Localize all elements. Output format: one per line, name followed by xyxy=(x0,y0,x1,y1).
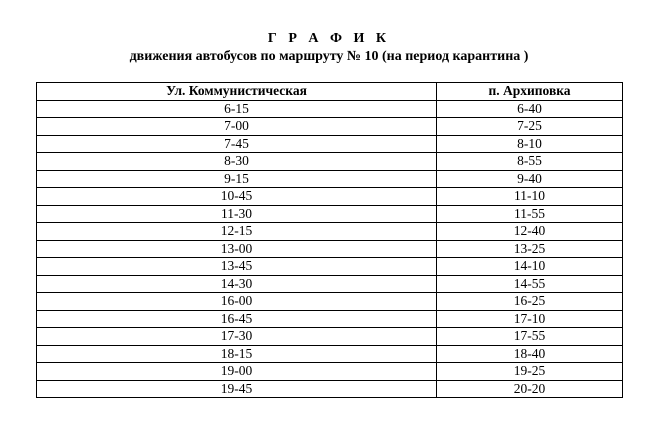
departure-arkhipovka: 16-25 xyxy=(437,293,623,311)
table-row xyxy=(37,205,623,223)
departure-kommunisticheskaya: 14-30 xyxy=(37,275,437,293)
departure-kommunisticheskaya: 13-45 xyxy=(37,258,437,276)
departure-kommunisticheskaya: 13-00 xyxy=(37,240,437,258)
table-row xyxy=(37,275,623,293)
departure-arkhipovka: 20-20 xyxy=(437,380,623,398)
departure-arkhipovka: 9-40 xyxy=(437,170,623,188)
table-row xyxy=(37,100,623,118)
departure-arkhipovka: 19-25 xyxy=(437,363,623,381)
departure-kommunisticheskaya: 16-45 xyxy=(37,310,437,328)
departure-arkhipovka: 7-25 xyxy=(437,118,623,136)
departure-arkhipovka: 8-55 xyxy=(437,153,623,171)
departure-arkhipovka: 8-10 xyxy=(437,135,623,153)
departure-kommunisticheskaya: 6-15 xyxy=(37,100,437,118)
departure-arkhipovka: 17-55 xyxy=(437,328,623,346)
column-header-arkhipovka: п. Архиповка xyxy=(437,83,623,101)
departure-arkhipovka: 11-10 xyxy=(437,188,623,206)
departure-arkhipovka: 14-55 xyxy=(437,275,623,293)
table-row xyxy=(37,240,623,258)
departure-arkhipovka: 18-40 xyxy=(437,345,623,363)
table-row xyxy=(37,328,623,346)
table-header-row xyxy=(37,83,623,101)
departure-arkhipovka: 13-25 xyxy=(437,240,623,258)
table-row xyxy=(37,363,623,381)
departure-arkhipovka: 12-40 xyxy=(437,223,623,241)
departure-kommunisticheskaya: 19-45 xyxy=(37,380,437,398)
table-row xyxy=(37,310,623,328)
table-row xyxy=(37,293,623,311)
table-row xyxy=(37,223,623,241)
table-row xyxy=(37,345,623,363)
departure-kommunisticheskaya: 17-30 xyxy=(37,328,437,346)
column-header-kommunisticheskaya: Ул. Коммунистическая xyxy=(37,83,437,101)
departure-kommunisticheskaya: 11-30 xyxy=(37,205,437,223)
schedule-table xyxy=(36,82,623,398)
departure-arkhipovka: 6-40 xyxy=(437,100,623,118)
departure-kommunisticheskaya: 10-45 xyxy=(37,188,437,206)
departure-kommunisticheskaya: 16-00 xyxy=(37,293,437,311)
table-row xyxy=(37,380,623,398)
table-row xyxy=(37,258,623,276)
departure-kommunisticheskaya: 8-30 xyxy=(37,153,437,171)
departure-kommunisticheskaya: 7-45 xyxy=(37,135,437,153)
departure-kommunisticheskaya: 19-00 xyxy=(37,363,437,381)
table-row xyxy=(37,188,623,206)
table-row xyxy=(37,118,623,136)
departure-arkhipovka: 11-55 xyxy=(437,205,623,223)
page-subtitle: движения автобусов по маршруту № 10 (на период карантина ) xyxy=(129,49,529,64)
departure-arkhipovka: 14-10 xyxy=(437,258,623,276)
departure-kommunisticheskaya: 9-15 xyxy=(37,170,437,188)
departure-arkhipovka: 17-10 xyxy=(437,310,623,328)
departure-kommunisticheskaya: 18-15 xyxy=(37,345,437,363)
table-row xyxy=(37,153,623,171)
table-row xyxy=(37,135,623,153)
departure-kommunisticheskaya: 12-15 xyxy=(37,223,437,241)
page-title: Г Р А Ф И К xyxy=(267,31,391,46)
table-row xyxy=(37,170,623,188)
table-body xyxy=(37,100,623,398)
departure-kommunisticheskaya: 7-00 xyxy=(37,118,437,136)
